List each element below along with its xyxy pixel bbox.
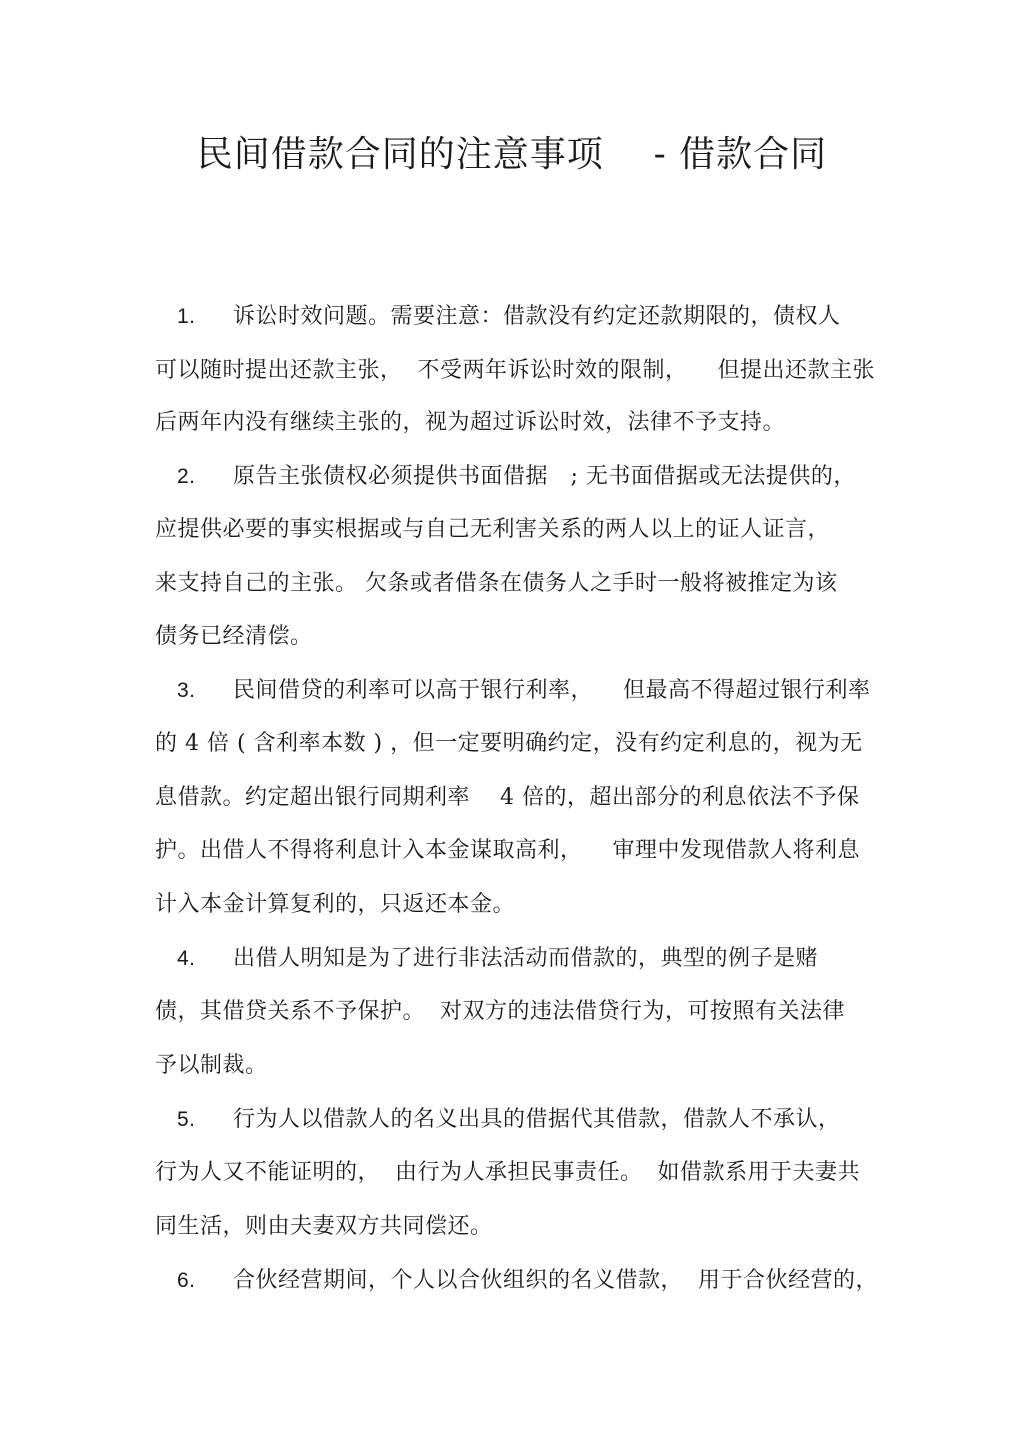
item-number: 5. (177, 1108, 196, 1131)
item-3-line-3: 息借款。约定超出银行同期利率 4 倍的，超出部分的利息依法不予保 (155, 785, 860, 810)
item-number: 1. (177, 305, 196, 328)
item-1-line-1 (155, 302, 841, 332)
item-number: 4. (177, 947, 196, 970)
item-text: 原告主张债权必须提供书面借据 ; 无书面借据或无法提供的， (233, 464, 856, 489)
item-2-line-1 (155, 462, 856, 492)
item-text: 行为人以借款人的名义出具的借据代其借款，借款人不承认， (233, 1107, 841, 1132)
item-2-line-3: 来支持自己的主张。 欠条或者借条在债务人之手时一般将被推定为该 (155, 571, 838, 596)
item-4-line-1 (155, 944, 818, 974)
item-3-line-2: 的 4 倍 ( 含利率本数 ) ，但一定要明确约定，没有约定利息的，视为无 (155, 731, 863, 756)
item-1-line-3: 后两年内没有继续主张的，视为超过诉讼时效，法律不予支持。 (155, 410, 786, 435)
item-text: 诉讼时效问题。需要注意：借款没有约定还款期限的，债权人 (233, 304, 841, 329)
item-6-line-1 (155, 1266, 878, 1296)
item-4-line-2: 债，其借贷关系不予保护。 对双方的违法借贷行为，可按照有关法律 (155, 999, 845, 1024)
item-3-line-5: 计入本金计算复利的，只返还本金。 (155, 892, 516, 917)
item-5-line-3: 同生活，则由夫妻双方共同偿还。 (155, 1214, 493, 1239)
document-title: 民间借款合同的注意事项 - 借款合同 (196, 134, 828, 175)
item-5-line-2: 行为人又不能证明的， 由行为人承担民事责任。 如借款系用于夫妻共 (155, 1160, 860, 1185)
item-number: 6. (177, 1269, 196, 1292)
item-2-line-2: 应提供必要的事实根据或与自己无利害关系的两人以上的证人证言， (155, 517, 831, 542)
item-3-line-1 (155, 676, 870, 706)
item-number: 2. (177, 465, 196, 488)
item-4-line-3: 予以制裁。 (155, 1053, 268, 1078)
item-number: 3. (177, 679, 196, 702)
item-text: 出借人明知是为了进行非法活动而借款的，典型的例子是赌 (233, 946, 819, 971)
item-5-line-1 (155, 1105, 841, 1135)
item-text: 民间借贷的利率可以高于银行利率， 但最高不得超过银行利率 (233, 678, 871, 703)
item-2-line-4: 债务已经清偿。 (155, 624, 313, 649)
item-text: 合伙经营期间，个人以合伙组织的名义借款， 用于合伙经营的， (233, 1268, 878, 1293)
item-3-line-4: 护。出借人不得将利息计入本金谋取高利， 审理中发现借款人将利息 (155, 838, 860, 863)
item-1-line-2: 可以随时提出还款主张， 不受两年诉讼时效的限制， 但提出还款主张 (155, 358, 875, 383)
